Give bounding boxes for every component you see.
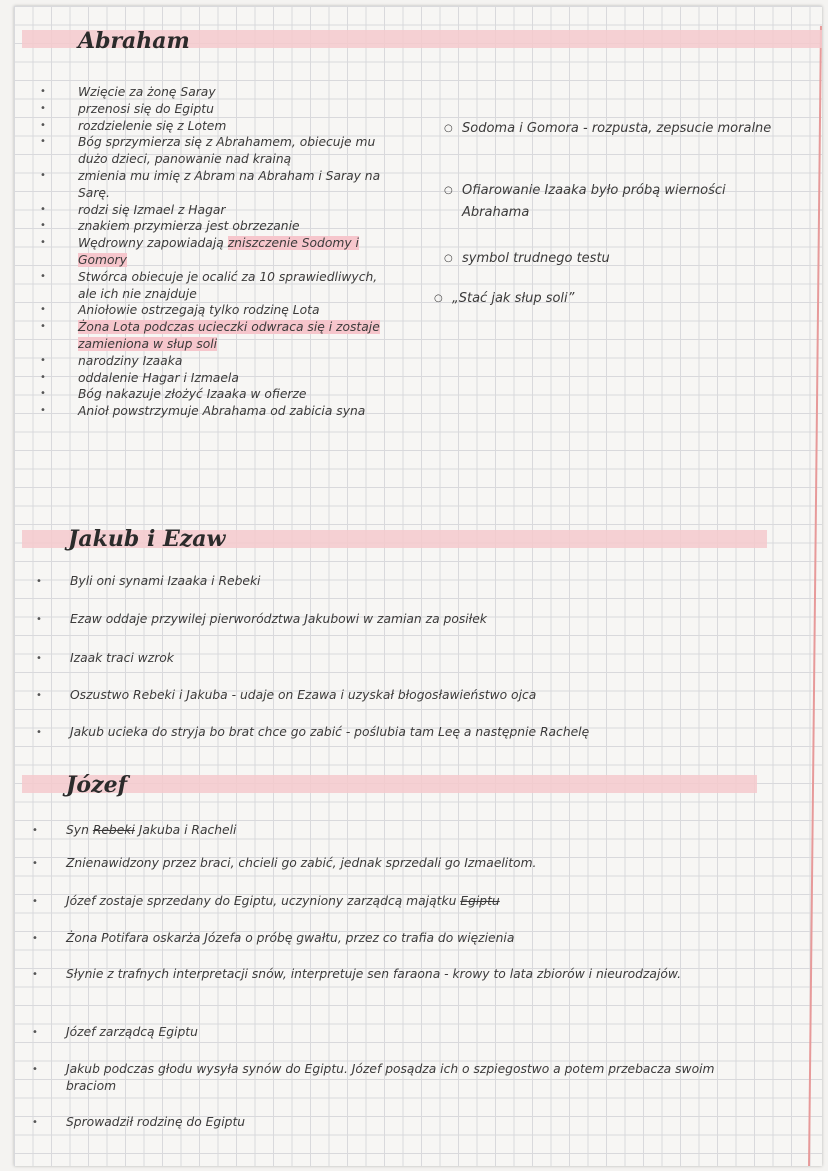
list-item: • rozdzielenie się z Lotem [40,118,227,133]
bullet-icon: • [32,896,38,907]
bullet-icon: • [40,321,46,333]
side-note: ○ Sodoma i Gomora - rozpusta, zepsucie moralne [462,118,792,140]
list-item: • Wzięcie za żonę Saray [40,85,216,99]
bullet-icon: • [40,371,46,383]
bullet-icon: • [36,690,42,701]
bullet-icon: • [40,388,46,400]
list-item: • Józef zarządcą Egiptu [32,1025,198,1039]
list-item: • Żona Potifara oskarża Józefa o próbę gwałtu, przez co trafia do więzienia [32,931,515,945]
bullet-icon: • [40,220,46,232]
bullet-icon: • [40,203,46,215]
bullet-icon: • [40,136,46,148]
list-item: • Sprowadził rodzinę do Egiptu [32,1115,246,1129]
list-item: • Aniołowie ostrzegają tylko rodzinę Lota [40,303,320,318]
side-note: ○ symbol trudnego testu [462,248,802,270]
list-item: • Bóg nakazuje złożyć Izaaka w ofierze [40,387,307,402]
bullet-icon: • [40,304,46,316]
highlighted-text: zniszczenie Sodomy i Gomory [78,236,359,267]
bullet-icon: • [40,169,46,181]
bullet-icon: • [32,1027,38,1038]
list-item: • oddalenie Hagar i Izmaela [40,370,239,385]
bullet-icon: • [36,653,42,664]
side-note: ○ „Stać jak słup soli” [452,288,792,310]
list-item: • Znienawidzony przez braci, chcieli go zabić, jednak sprzedali go Izmaelitom. [32,856,537,870]
bullet-icon: • [36,727,42,738]
bullet-icon: ○ [444,123,453,134]
bullet-icon: • [32,933,38,944]
list-item: • znakiem przymierza jest obrzezanie [40,219,300,234]
list-item: • Słynie z trafnych interpretacji snów, interpretuje sen faraona - krowy to lata zbiorów i nieurodzajów. [32,967,682,981]
bullet-icon: • [32,858,38,869]
list-item: • Oszustwo Rebeki i Jakuba - udaje on Ezawa i uzyskał błogosławieństwo ojca [36,688,537,702]
list-item [40,319,393,353]
list-item: • Anioł powstrzymuje Abrahama od zabicia syna [40,404,366,419]
list-item: • Izaak traci wzrok [36,651,174,665]
list-item: • Stwórca obiecuje je ocalić za 10 sprawiedliwych, ale ich nie znajduje [40,269,378,301]
bullet-icon: • [40,237,46,249]
bullet-icon: • [32,1117,38,1128]
heading-highlight [22,775,757,793]
abraham-list [40,84,393,420]
list-item: • przenosi się do Egiptu [40,101,214,116]
list-item: • Jakub podczas głodu wysyła synów do Egiptu. Józef posądza ich o szpiegostwo a potem przebacza swoim braciom [32,1062,715,1093]
heading-jozef: Józef [66,772,128,798]
list-item: • Ezaw oddaje przywilej pierworództwa Jakubowi w zamian za posiłek [36,612,487,626]
highlighted-text: Żona Lota podczas ucieczki odwraca się i zostaje zamieniona w słup soli [78,320,380,351]
bullet-icon: • [36,576,42,587]
bullet-icon: • [40,354,46,366]
list-item: • Jakub ucieka do stryja bo brat chce go zabić - poślubia tam Leę a następnie Rachelę [36,725,590,739]
heading-abraham: Abraham [78,28,190,54]
bullet-icon: • [40,119,46,131]
bullet-icon: • [40,270,46,282]
bullet-icon: • [32,969,38,980]
bullet-icon: • [32,1064,38,1075]
bullet-icon: ○ [444,253,453,264]
list-item: • narodziny Izaaka [40,353,183,368]
bullet-icon: • [32,825,38,836]
list-item: • Józef zostaje sprzedany do Egiptu, uczyniony zarządcą majątku Egiptu [32,894,500,908]
bullet-icon: ○ [444,185,453,196]
bullet-icon: • [40,102,46,114]
list-item: • Byli oni synami Izaaka i Rebeki [36,574,261,588]
bullet-icon: ○ [434,293,443,304]
list-item: • Wędrowny zapowiadają zniszczenie Sodomy i Gomory [40,236,359,267]
bullet-icon: • [40,86,46,97]
list-item: • Syn Rebeki Jakuba i Racheli [32,823,237,837]
list-item: • Bóg sprzymierza się z Abrahamem, obiecuje mu dużo dzieci, panowanie nad krainą [40,135,376,167]
side-note: ○ Ofiarowanie Izaaka było próbą wierności Abrahama [462,180,792,224]
bullet-icon: • [36,614,42,625]
bullet-icon: • [40,405,46,417]
margin-line [808,26,821,1166]
struck-text: Egiptu [460,894,500,908]
heading-jakub-i-ezaw: Jakub i Ezaw [68,526,226,552]
list-item: • rodzi się Izmael z Hagar [40,202,226,217]
list-item: • zmienia mu imię z Abram na Abraham i Saray na Sarę. [40,168,381,200]
